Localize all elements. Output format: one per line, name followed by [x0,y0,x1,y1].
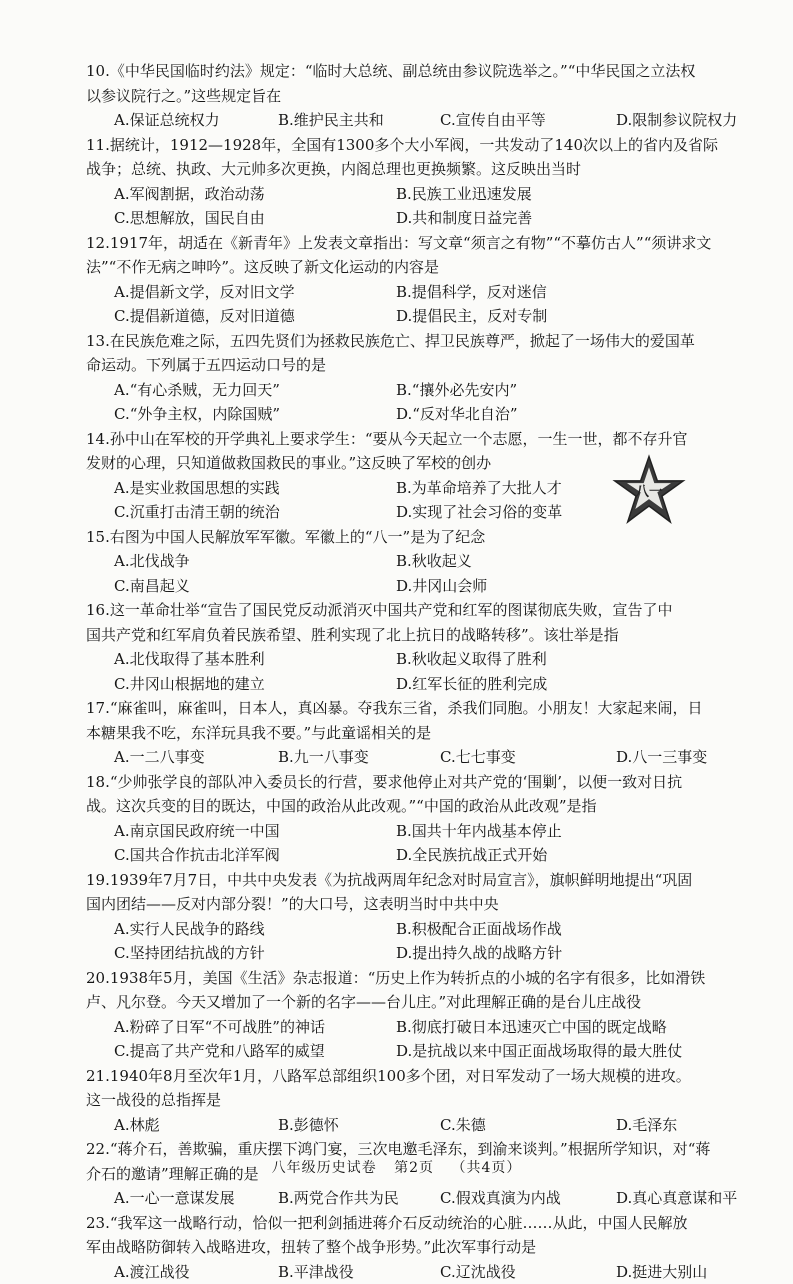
question-13 [86,329,782,427]
question-stem-line: 22.“蒋介石，善欺骗，重庆摆下鸿门宴，三次电邀毛泽东，到渝来谈判。”根据所学知识，对“蒋 [86,1137,782,1162]
question-19 [86,868,782,966]
question-stem-line: 15.右图为中国人民解放军军徽。军徽上的“八一”是为了纪念 [86,525,782,550]
option-a: A.林彪 [114,1113,278,1138]
option-c: C.沉重打击清王朝的统治 [114,500,396,525]
question-stem-line: 11.据统计，1912—1928年，全国有1300多个大小军阀，一共发动了140次以上的省内及省际 [86,133,782,158]
page-footer [0,1157,793,1177]
option-d: D.提出持久战的战略方针 [396,941,678,966]
question-list [86,59,782,1284]
question-23 [86,1211,782,1284]
question-stem-line: 20.1938年5月，美国《生活》杂志报道：“历史上作为转折点的小城的名字有很多，比如滑铁 [86,966,782,991]
question-21 [86,1064,782,1138]
question-12 [86,231,782,329]
option-d: D.实现了社会习俗的变革 [396,500,678,525]
pla-emblem-star-icon [611,452,687,528]
footer-subject: 八年级历史试卷 [272,1160,377,1176]
option-c: C.辽沈战役 [440,1260,616,1284]
options-row [86,280,782,305]
option-d: D.八一三事变 [616,745,707,770]
option-c: C.提倡新道德，反对旧道德 [114,304,396,329]
footer-page: 第2页 [394,1160,434,1176]
footer-total: （共4页） [451,1160,521,1176]
question-stem-line: 16.这一革命壮举“宣告了国民党反动派消灭中国共产党和红军的图谋彻底失败，宣告了中 [86,598,782,623]
option-a: A.渡江战役 [114,1260,278,1284]
question-20 [86,966,782,1064]
option-b: B.秋收起义 [396,549,678,574]
question-stem-line: 14.孙中山在军校的开学典礼上要求学生：“要从今天起立一个志愿，一生一世，都不存升官 [86,427,782,452]
option-d: D.共和制度日益完善 [396,206,678,231]
question-stem-line: 国内团结——反对内部分裂！”的大口号，这表明当时中共中央 [86,892,782,917]
option-a: A.是实业救国思想的实践 [114,476,396,501]
question-15 [86,525,782,599]
options-row [86,304,782,329]
option-a: A.南京国民政府统一中国 [114,819,396,844]
options-row [86,1039,782,1064]
option-b: B.维护民主共和 [278,108,440,133]
option-b: B.彻底打破日本迅速灭亡中国的既定战略 [396,1015,678,1040]
question-10 [86,59,782,133]
option-b: B.秋收起义取得了胜利 [396,647,678,672]
question-16 [86,598,782,696]
options-row [86,917,782,942]
options-row [86,745,782,770]
options-row [86,1186,782,1211]
question-stem-line: 卢、凡尔登。今天又增加了一个新的名字——台儿庄。”对此理解正确的是台儿庄战役 [86,990,782,1015]
question-stem-line: 12.1917年，胡适在《新青年》上发表文章指出：写文章“须言之有物”“不摹仿古人”“须讲求文 [86,231,782,256]
option-b: B.彭德怀 [278,1113,440,1138]
option-d: D.是抗战以来中国正面战场取得的最大胜仗 [396,1039,678,1064]
question-18 [86,770,782,868]
option-b: B.平津战役 [278,1260,440,1284]
option-d: D.提倡民主，反对专制 [396,304,678,329]
option-c: C.南昌起义 [114,574,396,599]
option-d: D.全民族抗战正式开始 [396,843,678,868]
options-row [86,672,782,697]
question-stem-line: 17.“麻雀叫，麻雀叫，日本人，真凶暴。夺我东三省，杀我们同胞。小朋友！大家起来闹，日 [86,696,782,721]
option-b: B.两党合作共为民 [278,1186,440,1211]
option-a: A.北伐战争 [114,549,396,574]
option-a: A.粉碎了日军“不可战胜”的神话 [114,1015,396,1040]
question-stem-line: 命运动。下列属于五四运动口号的是 [86,353,782,378]
options-row [86,108,782,133]
options-row [86,1260,782,1284]
question-stem-line: 18.“少帅张学良的部队冲入委员长的行营，要求他停止对共产党的‘围剿’，以便一致对日抗 [86,770,782,795]
option-b: B.九一八事变 [278,745,440,770]
question-17 [86,696,782,770]
option-c: C.思想解放，国民自由 [114,206,396,231]
option-a: A.一二八事变 [114,745,278,770]
options-row [86,843,782,868]
option-a: A.北伐取得了基本胜利 [114,647,396,672]
options-row [86,182,782,207]
options-row [86,941,782,966]
options-row [86,819,782,844]
option-b: B.积极配合正面战场作战 [396,917,678,942]
option-b: B.提倡科学，反对迷信 [396,280,678,305]
option-b: B.国共十年内战基本停止 [396,819,678,844]
question-stem-line: 10.《中华民国临时约法》规定：“临时大总统、副总统由参议院选举之。”“中华民国之立法权 [86,59,782,84]
option-b: B.为革命培养了大批人才 [396,476,678,501]
option-c: C.假戏真演为内战 [440,1186,616,1211]
option-a: A.提倡新文学，反对旧文学 [114,280,396,305]
option-c: C.提高了共产党和八路军的威望 [114,1039,396,1064]
option-c: C.坚持团结抗战的方针 [114,941,396,966]
option-d: D.挺进大别山 [616,1260,707,1284]
option-d: D.井冈山会师 [396,574,678,599]
question-stem-line: 本糖果我不吃，东洋玩具我不要。”与此童谣相关的是 [86,721,782,746]
option-c: C.七七事变 [440,745,616,770]
option-c: C.宣传自由平等 [440,108,616,133]
question-stem-line: 战。这次兵变的目的既达，中国的政治从此改观。”“中国的政治从此改观”是指 [86,794,782,819]
question-stem-line: 19.1939年7月7日，中共中央发表《为抗战两周年纪念对时局宣言》，旗帜鲜明地提出“巩固 [86,868,782,893]
option-c: C.井冈山根据地的建立 [114,672,396,697]
options-row [86,574,782,599]
question-stem-line: 法”“不作无病之呻吟”。这反映了新文化运动的内容是 [86,255,782,280]
option-d: D.红军长征的胜利完成 [396,672,678,697]
option-c: C.国共合作抗击北洋军阀 [114,843,396,868]
question-stem-line: 发财的心理，只知道做救国救民的事业。”这反映了军校的创办 [86,451,782,476]
question-stem-line: 23.“我军这一战略行动，恰似一把利剑插进蒋介石反动统治的心脏……从此，中国人民解放 [86,1211,782,1236]
question-stem-line: 以参议院行之。”这些规定旨在 [86,84,782,109]
options-row [86,378,782,403]
question-stem-line: 介石的邀请”理解正确的是 [86,1162,782,1187]
emblem-label: 八一 [635,484,663,500]
option-a: A.实行人民战争的路线 [114,917,396,942]
option-c: C.朱德 [440,1113,616,1138]
option-d: D.真心真意谋和平 [616,1186,737,1211]
options-row [86,549,782,574]
option-a: A.军阀割据，政治动荡 [114,182,396,207]
question-stem-line: 军由战略防御转入战略进攻，扭转了整个战争形势。”此次军事行动是 [86,1235,782,1260]
options-row [86,1113,782,1138]
option-d: D.限制参议院权力 [616,108,737,133]
options-row [86,402,782,427]
question-11 [86,133,782,231]
option-d: D.毛泽东 [616,1113,677,1138]
question-stem-line: 战争；总统、执政、大元帅多次更换，内阁总理也更换频繁。这反映出当时 [86,157,782,182]
question-stem-line: 这一战役的总指挥是 [86,1088,782,1113]
option-b: B.民族工业迅速发展 [396,182,678,207]
options-row [86,647,782,672]
option-a: A.保证总统权力 [114,108,278,133]
option-b: B.“攘外必先安内” [396,378,678,403]
option-c: C.“外争主权，内除国贼” [114,402,396,427]
options-row [86,206,782,231]
question-stem-line: 13.在民族危难之际，五四先贤们为拯救民族危亡、捍卫民族尊严，掀起了一场伟大的爱国革 [86,329,782,354]
option-a: A.一心一意谋发展 [114,1186,278,1211]
options-row [86,1015,782,1040]
question-stem-line: 21.1940年8月至次年1月，八路军总部组织100多个团，对日军发动了一场大规模的进攻。 [86,1064,782,1089]
question-stem-line: 国共产党和红军肩负着民族希望、胜利实现了北上抗日的战略转移”。该壮举是指 [86,623,782,648]
option-d: D.“反对华北自治” [396,402,678,427]
option-a: A.“有心杀贼，无力回天” [114,378,396,403]
